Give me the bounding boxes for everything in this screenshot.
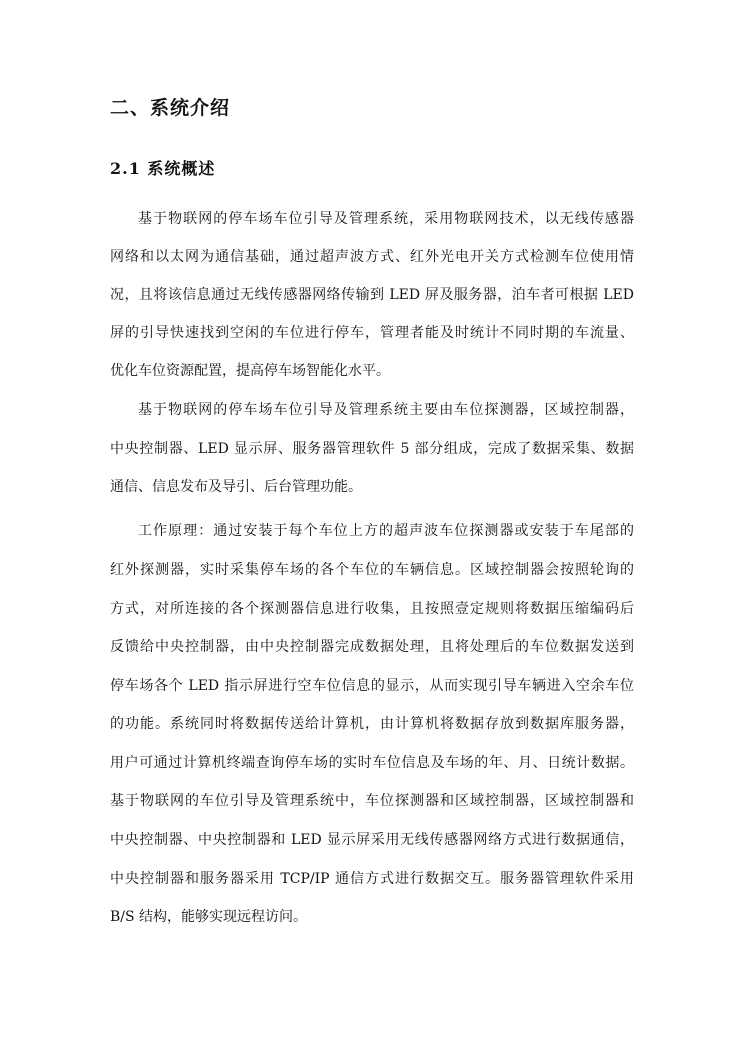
paragraph-line: 红外探测器，实时采集停车场的各个车位的车辆信息。区域控制器会按照轮询的 bbox=[110, 562, 634, 578]
paragraph-line: 优化车位资源配置，提高停车场智能化水平。 bbox=[110, 363, 390, 379]
paragraph-line: 网络和以太网为通信基础，通过超声波方式、红外光电开关方式检测车位使用情 bbox=[110, 249, 634, 265]
paragraph-line: 况，且将该信息通过无线传感器网络传输到 LED 屏及服务器，泊车者可根据 LED bbox=[110, 287, 634, 303]
paragraph-line: 停车场各个 LED 指示屏进行空车位信息的显示，从而实现引导车辆进入空余车位 bbox=[110, 678, 634, 694]
paragraph-line: 方式，对所连接的各个探测器信息进行收集，且按照壹定规则将数据压缩编码后 bbox=[110, 601, 634, 617]
paragraph-line: 基于物联网的停车场车位引导及管理系统，采用物联网技术，以无线传感器 bbox=[138, 211, 634, 227]
paragraph-line: 通信、信息发布及导引、后台管理功能。 bbox=[110, 479, 362, 495]
paragraph-line: 基于物联网的停车场车位引导及管理系统主要由车位探测器，区域控制器， bbox=[138, 402, 634, 418]
section-heading: 二、系统介绍 bbox=[110, 97, 231, 119]
paragraph-line: 中央控制器、LED 显示屏、服务器管理软件 5 部分组成，完成了数据采集、数据 bbox=[110, 441, 634, 457]
subsection-heading: 2.1 系统概述 bbox=[110, 159, 216, 178]
paragraph-line: 工作原理：通过安装于每个车位上方的超声波车位探测器或安装于车尾部的 bbox=[138, 523, 634, 539]
paragraph-line: 反馈给中央控制器，由中央控制器完成数据处理，且将处理后的车位数据发送到 bbox=[110, 639, 634, 655]
paragraph-line: 屏的引导快速找到空闲的车位进行停车，管理者能及时统计不同时期的车流量、 bbox=[110, 325, 634, 341]
paragraph-line: 的功能。系统同时将数据传送给计算机，由计算机将数据存放到数据库服务器， bbox=[110, 716, 634, 732]
paragraph-line: 中央控制器、中央控制器和 LED 显示屏采用无线传感器网络方式进行数据通信， bbox=[110, 832, 634, 848]
paragraph-line: 用户可通过计算机终端查询停车场的实时车位信息及车场的年、月、日统计数据。 bbox=[110, 755, 634, 771]
paragraph-line: 基于物联网的车位引导及管理系统中，车位探测器和区域控制器，区域控制器和 bbox=[110, 793, 634, 809]
paragraph-line: 中央控制器和服务器采用 TCP/IP 通信方式进行数据交互。服务器管理软件采用 bbox=[110, 871, 634, 887]
paragraph-line: B/S 结构，能够实现远程访问。 bbox=[110, 909, 308, 925]
